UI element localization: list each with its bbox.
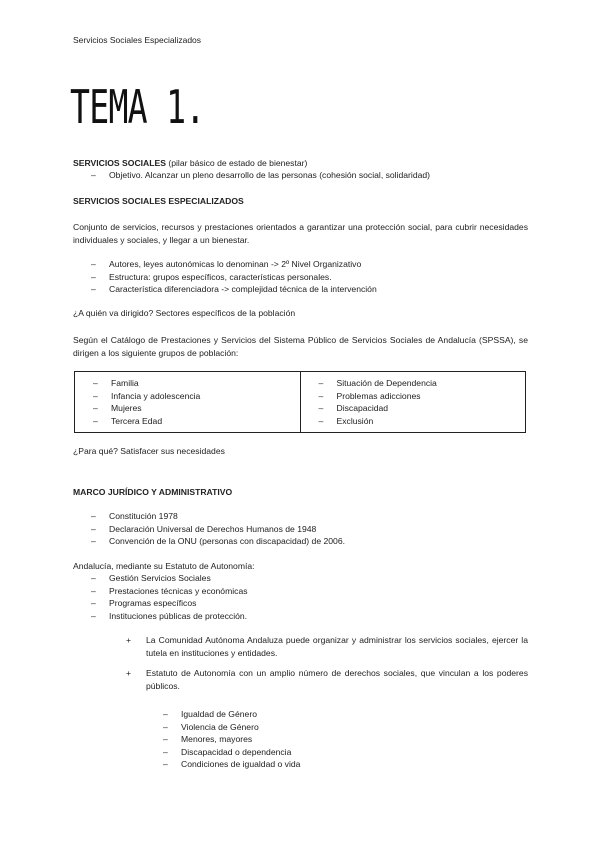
sec1-heading-note: (pilar básico de estado de bienestar) bbox=[168, 158, 308, 168]
list-item: – Instituciones públicas de protección. bbox=[91, 610, 531, 623]
list-item: – Gestión Servicios Sociales bbox=[91, 572, 531, 585]
list-item: + La Comunidad Autónoma Andaluza puede organizar y administrar los servicios sociales, ejercer la tutela en instituciones y entidades. bbox=[126, 634, 528, 659]
list-item: – Discapacidad o dependencia bbox=[163, 746, 523, 759]
sec2-catalog: Según el Catálogo de Prestaciones y Servicios del Sistema Público de Servicios Sociales de Andalucía (SPSSA), se dirigen a los siguiente grupos de población: bbox=[73, 335, 528, 358]
list-item: – Autores, leyes autonómicas lo denominan -> 2º Nivel Organizativo bbox=[91, 258, 531, 271]
table-cell: – Exclusión bbox=[319, 415, 526, 428]
sec2-heading: SERVICIOS SOCIALES ESPECIALIZADOS bbox=[73, 196, 244, 206]
list-item: – Programas específicos bbox=[91, 597, 531, 610]
table-cell: – Discapacidad bbox=[319, 402, 526, 415]
list-item: – Prestaciones técnicas y económicas bbox=[91, 585, 531, 598]
list-item: – Declaración Universal de Derechos Humanos de 1948 bbox=[91, 523, 531, 536]
population-col-left bbox=[75, 372, 300, 432]
list-item: – Menores, mayores bbox=[163, 733, 523, 746]
sec3-rights-list bbox=[163, 708, 523, 771]
list-item: – Objetivo. Alcanzar un pleno desarrollo de las personas (cohesión social, solidaridad) bbox=[91, 169, 531, 182]
table-cell: – Tercera Edad bbox=[93, 415, 300, 428]
table-cell: – Mujeres bbox=[93, 402, 300, 415]
list-item: – Violencia de Género bbox=[163, 721, 523, 734]
sec3-andalucia-list bbox=[91, 572, 531, 622]
list-item: – Característica diferenciadora -> complejidad técnica de la intervención bbox=[91, 283, 531, 296]
list-item: – Convención de la ONU (personas con discapacidad) de 2006. bbox=[91, 535, 531, 548]
table-cell: – Familia bbox=[93, 377, 300, 390]
sec2-paragraph: Conjunto de servicios, recursos y prestaciones orientados a garantizar una protección social, para cubrir necesidades individuales y sociales, y llegar a un bienestar. bbox=[73, 222, 528, 245]
table-cell: – Situación de Dependencia bbox=[319, 377, 526, 390]
table-cell: – Infancia y adolescencia bbox=[93, 390, 300, 403]
sec2-purpose: ¿Para qué? Satisfacer sus necesidades bbox=[73, 446, 225, 456]
sec1-list bbox=[91, 169, 531, 182]
sec3-andalucia: Andalucía, mediante su Estatuto de Autonomía: bbox=[73, 561, 255, 571]
sec1-heading-line bbox=[73, 157, 533, 170]
list-item: + Estatuto de Autonomía con un amplio número de derechos sociales, que vinculan a los poderes públicos. bbox=[126, 667, 528, 692]
sec3-list bbox=[91, 510, 531, 548]
list-item: – Condiciones de igualdad o vida bbox=[163, 758, 523, 771]
sec3-plus-list bbox=[126, 634, 528, 700]
page-title: TEMA 1. bbox=[70, 80, 205, 134]
population-col-right bbox=[300, 372, 526, 432]
sec2-list bbox=[91, 258, 531, 296]
population-table bbox=[74, 371, 526, 433]
sec1-heading: SERVICIOS SOCIALES bbox=[73, 158, 166, 168]
list-item: – Estructura: grupos específicos, características personales. bbox=[91, 271, 531, 284]
sec3-heading: MARCO JURÍDICO Y ADMINISTRATIVO bbox=[73, 487, 233, 497]
page-header: Servicios Sociales Especializados bbox=[73, 35, 202, 45]
list-item: – Igualdad de Género bbox=[163, 708, 523, 721]
list-item: – Constitución 1978 bbox=[91, 510, 531, 523]
sec2-question: ¿A quién va dirigido? Sectores específicos de la población bbox=[73, 308, 296, 318]
table-cell: – Problemas adicciones bbox=[319, 390, 526, 403]
